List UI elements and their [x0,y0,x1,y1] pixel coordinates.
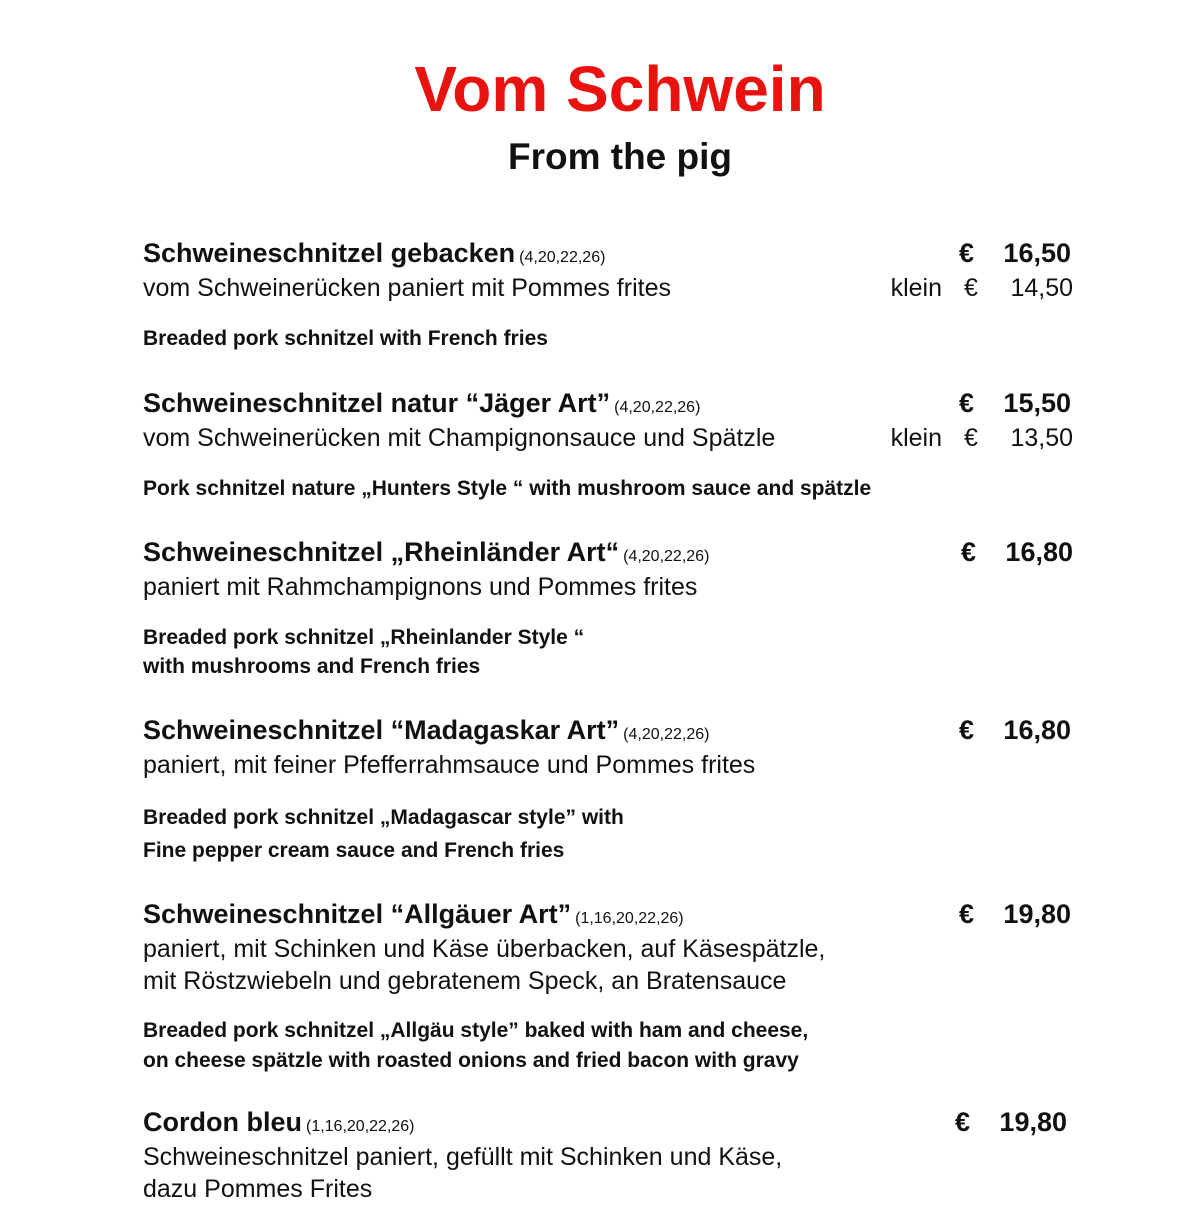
english-description: Breaded pork schnitzel with French fries [143,327,548,350]
dish-description: mit Röstzwiebeln und gebratenem Speck, an Bratensauce [143,967,787,995]
dish-price: 16,80 [1005,537,1073,567]
currency-symbol: € [959,388,975,418]
dish-name: Schweineschnitzel “Allgäuer Art” [143,899,572,929]
menu-item [143,1107,1073,1205]
dish-name: Schweineschnitzel „Rheinländer Art“ [143,537,620,567]
allergen-codes: (1,16,20,22,26) [575,910,684,927]
currency-symbol: € [955,1107,971,1137]
english-description: Breaded pork schnitzel „Rheinlander Style “ [143,626,585,649]
allergen-codes: (4,20,22,26) [519,249,606,266]
currency-symbol: € [959,715,975,745]
allergen-codes: (4,20,22,26) [623,548,710,565]
menu-subtitle: From the pig [507,136,733,177]
allergen-codes: (1,16,20,22,26) [305,1118,415,1135]
currency-symbol: € [959,899,975,929]
dish-price: 15,50 [1003,388,1071,418]
dish-description: paniert, mit Schinken und Käse überbacken, auf Käsespätzle, [143,935,826,963]
english-description: Fine pepper cream sauce and French fries [143,839,565,862]
dish-price: 19,80 [999,1107,1067,1137]
dish-name: Cordon bleu [143,1107,302,1137]
menu-item [143,388,1073,503]
menu-item [143,715,1073,867]
small-portion-label: klein [890,274,942,302]
small-portion-price [891,422,1073,454]
english-description: with mushrooms and French fries [143,655,481,678]
small-portion-price [891,272,1073,304]
currency-symbol: € [961,537,977,567]
small-price-value: 13,50 [1010,424,1073,452]
dish-description: vom Schweinerücken paniert mit Pommes frites [143,274,671,302]
dish-name: Schweineschnitzel “Madagaskar Art” [143,715,620,745]
dish-description: paniert, mit feiner Pfefferrahmsauce und Pommes frites [143,751,756,779]
menu-item [143,537,1073,681]
allergen-codes: (4,20,22,26) [614,399,701,416]
currency-symbol: € [959,238,975,268]
small-price-value: 14,50 [1010,274,1073,302]
small-currency-symbol: € [964,274,978,302]
menu-item [143,238,1073,353]
english-description: on cheese spätzle with roasted onions and fried bacon with gravy [143,1049,799,1072]
english-description: Breaded pork schnitzel „Allgäu style” baked with ham and cheese, [143,1019,809,1042]
allergen-codes: (4,20,22,26) [623,726,710,743]
english-description: Pork schnitzel nature „Hunters Style “ with mushroom sauce and spätzle [143,477,872,500]
dish-name: Schweineschnitzel gebacken [143,238,516,268]
dish-description: vom Schweinerücken mit Champignonsauce und Spätzle [143,424,776,452]
dish-description: dazu Pommes Frites [143,1175,373,1203]
dish-price: 16,50 [1003,238,1071,268]
menu-item [143,899,1073,1076]
menu-title: Vom Schwein [414,53,826,125]
dish-price: 19,80 [1003,899,1071,929]
english-description: Breaded pork schnitzel „Madagascar style” with [143,806,624,829]
dish-price: 16,80 [1003,715,1071,745]
dish-description: Schweineschnitzel paniert, gefüllt mit Schinken und Käse, [143,1143,783,1171]
small-currency-symbol: € [964,424,978,452]
dish-description: paniert mit Rahmchampignons und Pommes frites [143,573,698,601]
dish-name: Schweineschnitzel natur “Jäger Art” [143,388,611,418]
small-portion-label: klein [890,424,942,452]
